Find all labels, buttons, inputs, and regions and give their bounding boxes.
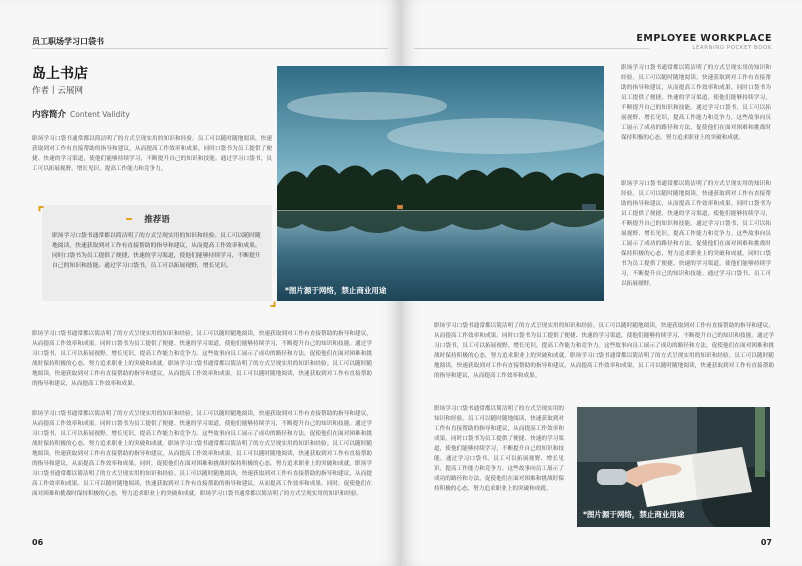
photo-caption-2: *图片源于网络，禁止商业用途 xyxy=(583,510,685,519)
reading-photo xyxy=(577,407,770,527)
page-number-left: 06 xyxy=(32,538,44,547)
body-paragraph-2: 职场学习口袋书通常都以简洁明了的方式呈现实用的知识和经验。员工可以随时随地阅读，快速获取到对工作有直接帮助的指导和建议，从而提高工作效率和成果。同时口袋书为员工提供了便捷、快速的学习渠道，使他们能够持续学习，不断提升自己的知识和技能。通过学习口袋书，员工可以拓展视野、增长见识，提高工作能力和竞争力。这些故事向员工展示了成功的路径和方法，促使他们在面对困难和挑战时保持积极的心态，努力追求职业上的突破和成就。职场学习口袋书通常都以简洁明了的方式呈现实用的知识和经验。员工可以随时随地阅读，快速获取到对工作有直接帮助的指导和建议，从而提高工作效率和成果。员工可以随时随地阅读，快速获取到对工作有直接帮助的指导和建议，从而提高工作效率和成果。同时，促使他们在面对困难和挑战时保持积极的心态，努力追求职业上的突破和成就。职场学习口袋书通常都以简洁明了的方式呈现实用的知识和经验。员工可以随时随地阅读，快速获取到对工作有直接帮助的指导和建议，从而提高工作效率和成果。员工可以随时随地阅读，快速获取到对工作有直接帮助的指导和建议，从而提高工作效率和成果。同时，促使他们在面对困难和挑战时保持积极的心态，努力追求职业上的突破和成就。职场学习口袋书通常都以简洁明了的方式呈现实用的知识和经验。 xyxy=(32,411,372,497)
photo-caption-1: *图片源于网络，禁止商业用途 xyxy=(285,286,387,295)
running-header-right: EMPLOYEE WORKPLACE xyxy=(636,33,772,44)
recommendation-box xyxy=(37,203,277,309)
header-rule-right xyxy=(414,48,649,49)
right-bottom-paragraph: 职场学习口袋书通常都以简洁明了的方式呈现实用的知识和经验。员工可以随时随地阅读，快速获取到对工作有直接帮助的指导和建议，从而提高工作效率和成果。同时口袋书为员工提供了便捷、快速的学习渠道，使他们能够持续学习，不断提升自己的知识和技能。通过学习口袋书，员工可以拓展视野、增长见识，提高工作能力和竞争力。这些故事向员工展示了成功的路径和方法，促使他们在面对困难和挑战时保持积极的心态，努力追求职业上的突破和成就。 xyxy=(434,406,564,492)
quote-close-mark-icon: ⌟ xyxy=(269,290,277,309)
section-heading-en: Content Validity xyxy=(70,110,130,119)
right-column-paragraph-2: 职场学习口袋书通常都以简洁明了的方式呈现实用的知识和经验。员工可以随时随地阅读，快速获取到对工作有直接帮助的指导和建议，从而提高工作效率和成果。同时口袋书为员工提供了便捷、快速的学习渠道，使他们能够持续学习，不断提升自己的知识和技能。通过学习口袋书，员工可以拓展视野、增长见识，提高工作能力和竞争力。这些故事向员工展示了成功的路径和方法，促使他们在面对困难和挑战时保持积极的心态，努力追求职业上的突破和成就。同时口袋书为员工提供了便捷、快速的学习渠道，使他们能够持续学习，不断提升自己的知识和技能。通过学习口袋书，员工可以拓展视野。 xyxy=(621,181,771,287)
header-rule-left xyxy=(32,48,388,49)
section-heading-cn: 内容简介 xyxy=(32,110,67,120)
right-column-paragraph-1: 职场学习口袋书通常都以简洁明了的方式呈现实用的知识和经验。员工可以随时随地阅读，快速获取到对工作有直接帮助的指导和建议，从而提高工作效率和成果。同时口袋书为员工提供了便捷、快速的学习渠道，使他们能够持续学习，不断提升自己的知识和技能。通过学习口袋书，员工可以拓展视野、增长见识，提高工作能力和竞争力。这些故事向员工展示了成功的路径和方法，促使他们在面对困难和挑战时保持积极的心态，努力追求职业上的突破和成就。 xyxy=(621,65,771,141)
book-author: 作者丨云展网 xyxy=(32,86,84,96)
page-number-right: 07 xyxy=(760,538,772,547)
recommendation-text: 职场学习口袋书通常都以简洁明了的方式呈现实用的知识和经验。员工可以随时随地阅读，快速获取到对工作有直接帮助的指导和建议，从而提高工作效率和成果。同时口袋书为员工提供了便捷、快速的学习渠道，使他们能够持续学习，不断提升自己的知识和技能。通过学习口袋书，员工可以拓展视野，增长见识。 xyxy=(52,233,261,270)
running-header-left: 员工职场学习口袋书 xyxy=(32,37,104,46)
lake-photo xyxy=(277,66,604,301)
right-wide-paragraph: 职场学习口袋书通常都以简洁明了的方式呈现实用的知识和经验。员工可以随时随地阅读，快速获取到对工作有直接帮助的指导和建议，从而提高工作效率和成果。同时口袋书为员工提供了便捷、快速的学习渠道，使他们能够持续学习，不断提升自己的知识和技能。通过学习口袋书，员工可以拓展视野、增长见识，提高工作能力和竞争力。这些故事向员工展示了成功的路径和方法，促使他们在面对困难和挑战时保持积极的心态，努力追求职业上的突破和成就。职场学习口袋书通常都以简洁明了的方式呈现实用的知识和经验。员工可以随时随地阅读，快速获取到对工作有直接帮助的指导和建议，从而提高工作效率和成果。员工可以随时随地阅读，快速获取到对工作有直接帮助的指导和建议，从而提高工作效率和成果。 xyxy=(434,323,774,379)
section-heading xyxy=(32,108,130,120)
running-header-right-sub: LEARNING POCKET BOOK xyxy=(692,45,772,51)
book-title: 岛上书店 xyxy=(32,66,88,82)
recommendation-title: 推荐语 xyxy=(144,215,170,225)
intro-paragraph: 职场学习口袋书通常都以简洁明了的方式呈现实用的知识和经验。员工可以随时随地阅读，快速获取到对工作有直接帮助的指导和建议，从而提高工作效率和成果。同时口袋书为员工提供了便捷、快速的学习渠道，使他们能够持续学习，不断提升自己的知识和技能。通过学习口袋书，员工可以拓展视野，增长见识，提高工作能力和竞争力。 xyxy=(32,136,272,172)
quote-open-mark-icon: ⌜ xyxy=(37,203,45,222)
body-paragraph-1: 职场学习口袋书通常都以简洁明了的方式呈现实用的知识和经验。员工可以随时随地阅读，快速获取到对工作有直接帮助的指导和建议，从而提高工作效率和成果。同时口袋书为员工提供了便捷、快速的学习渠道，使他们能够持续学习，不断提升自己的知识和技能。通过学习口袋书，员工可以拓展视野、增长见识，提高工作能力和竞争力。这些故事向员工展示了成功的路径和方法，促使他们在面对困难和挑战时保持积极的心态，努力追求职业上的突破和成就。职场学习口袋书通常都以简洁明了的方式呈现实用的知识和经验。员工可以随时随地阅读，快速获取到对工作有直接帮助的指导和建议，从而提高工作效率和成果。员工可以随时随地阅读，快速获取到对工作有直接帮助的指导和建议，从而提高工作效率和成果。 xyxy=(32,331,372,387)
